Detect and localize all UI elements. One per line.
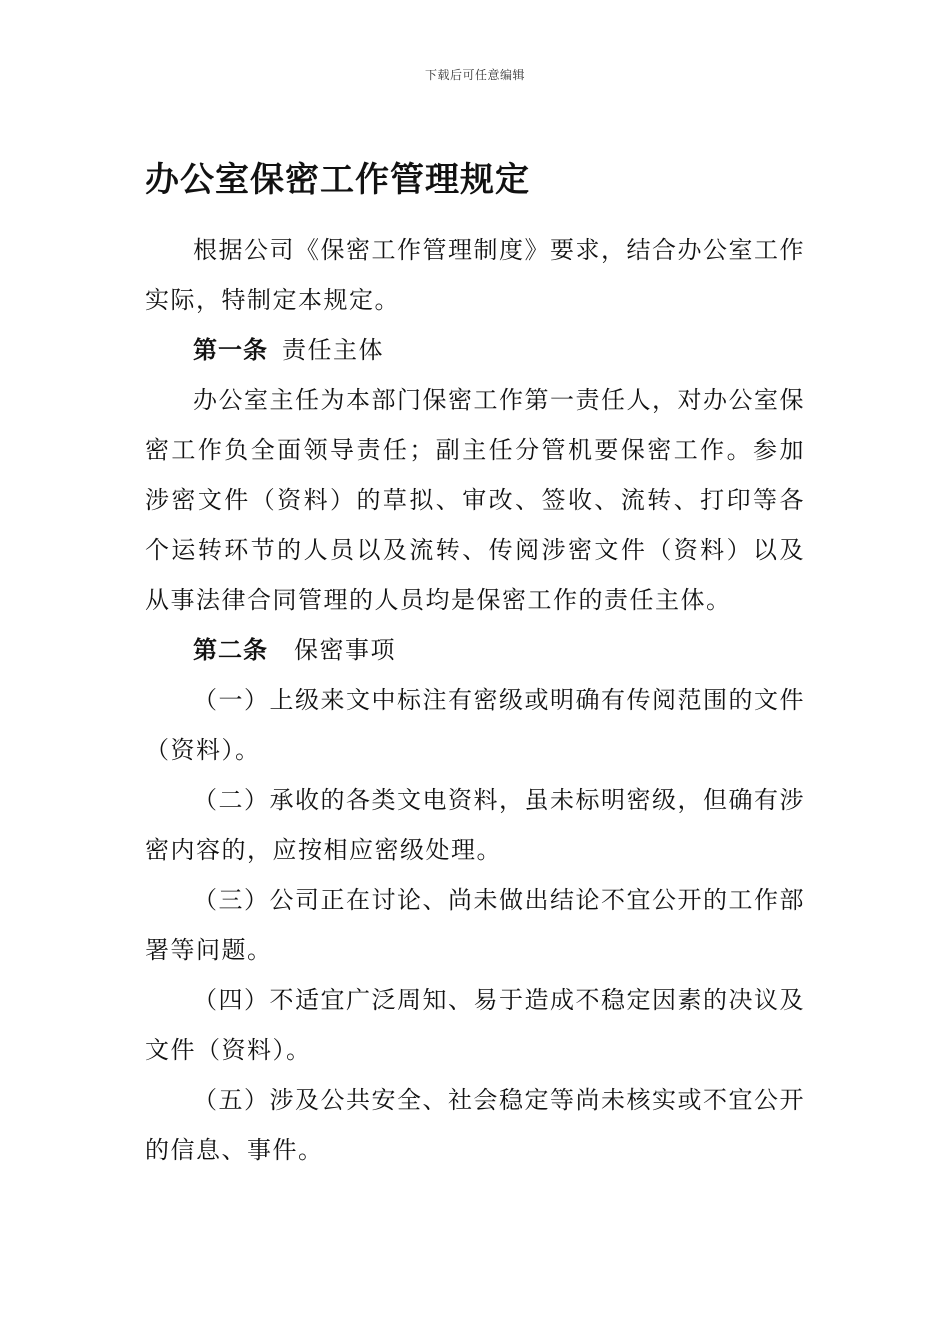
article-1-number: 第一条	[193, 336, 268, 364]
page-title: 办公室保密工作管理规定	[145, 160, 530, 200]
article-1-topic: 责任主体	[282, 336, 384, 364]
article-2-item-4: （四）不适宜广泛周知、易于造成不稳定因素的决议及文件（资料）。	[145, 986, 805, 1064]
article-2-item-5: （五）涉及公共安全、社会稳定等尚未核实或不宜公开的信息、事件。	[145, 1086, 805, 1164]
header-note: 下载后可任意编辑	[424, 68, 525, 82]
article-2-item-2: （二）承收的各类文电资料，虽未标明密级，但确有涉密内容的，应按相应密级处理。	[145, 786, 805, 864]
article-1-paragraph: 办公室主任为本部门保密工作第一责任人，对办公室保密工作负全面领导责任；副主任分管机要保密工作。参加涉密文件（资料）的草拟、审改、签收、流转、打印等各个运转环节的人员以及流转、传阅涉密文件（资料）以及从事法律合同管理的人员均是保密工作的责任主体。	[145, 386, 805, 614]
article-2-item-1: （一）上级来文中标注有密级或明确有传阅范围的文件（资料）。	[145, 686, 805, 764]
article-1-heading	[145, 325, 805, 375]
article-2-number: 第二条	[193, 636, 268, 664]
intro-paragraph: 根据公司《保密工作管理制度》要求，结合办公室工作实际，特制定本规定。	[145, 236, 805, 314]
document-body	[145, 225, 805, 1175]
article-2-heading	[145, 625, 805, 675]
article-2-topic: 保密事项	[294, 636, 396, 664]
article-2-item-3: （三）公司正在讨论、尚未做出结论不宜公开的工作部署等问题。	[145, 886, 805, 964]
